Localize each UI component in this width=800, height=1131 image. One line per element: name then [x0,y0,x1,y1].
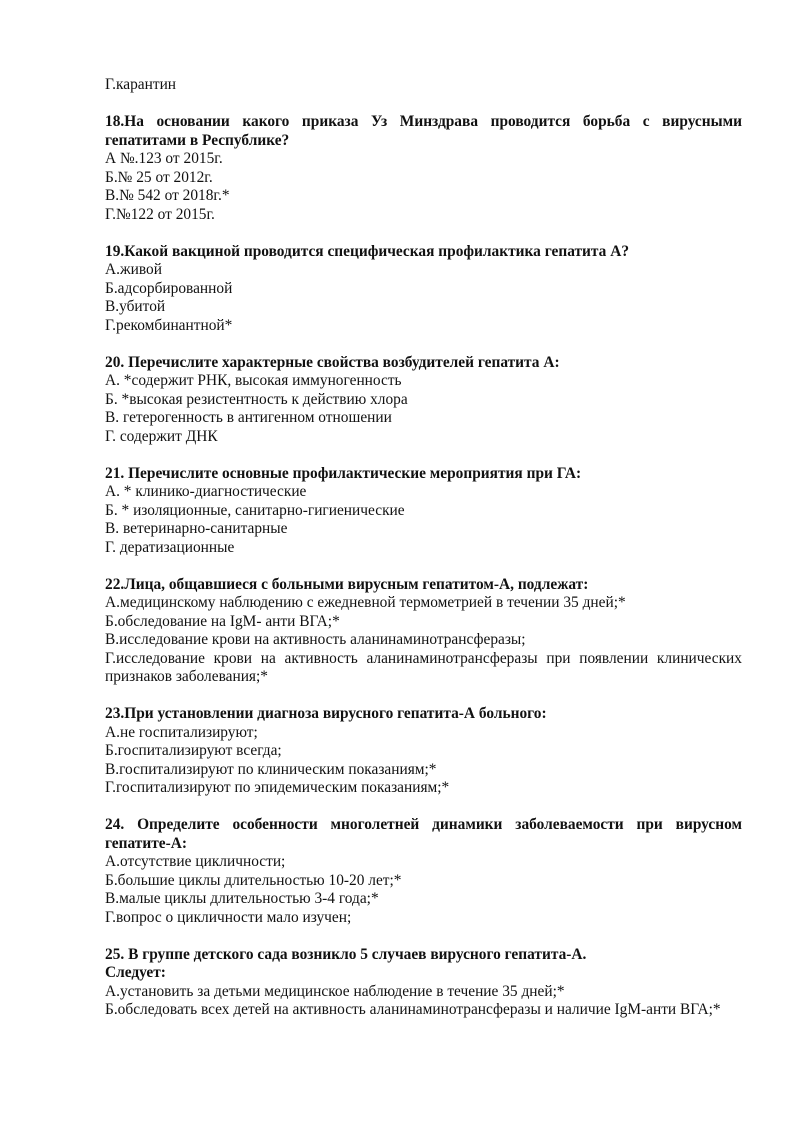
question-24 [105,816,742,927]
answer-option: Б.большие циклы длительностью 10-20 лет;* [105,871,402,889]
answer-option: Г.госпитализируют по эпидемическим показаниям;* [105,779,450,796]
answer-line: Г.карантин [105,76,177,93]
answer-option: В.госпитализируют по клиническим показаниям;* [105,760,437,778]
question-22 [105,576,742,687]
question-title: 24. Определите особенности многолетней динамики заболеваемости при вирусном гепатите-А: [105,816,742,852]
answer-option: В. гетерогенность в антигенном отношении [105,409,392,426]
answer-option: В.малые циклы длительностью 3-4 года;* [105,890,379,907]
answer-option: Г.вопрос о цикличности мало изучен; [105,908,352,926]
answer-option: А. * клинико-диагностические [105,483,307,500]
answer-option: В.№ 542 от 2018г.* [105,187,230,204]
answer-option: Б.№ 25 от 2012г. [105,168,213,186]
question-18 [105,113,742,224]
answer-option: А.не госпитализируют; [105,723,258,741]
answer-option: А.установить за детьми медицинское наблюдение в течение 35 дней;* [105,982,565,1000]
answer-option: Б. *высокая резистентность к действию хлора [105,390,408,408]
answer-option: А.отсутствие цикличности; [105,853,286,870]
question-subtitle: Следует: [105,964,166,981]
answer-option: В.исследование крови на активность аланинаминотрансферазы; [105,631,526,648]
answer-option: Б. * изоляционные, санитарно-гигиенические [105,501,405,519]
question-19 [105,243,742,336]
answer-option: Г.исследование крови на активность аланинаминотрансферазы при появлении клинических признаков заболевания;* [105,649,742,685]
answer-option: Г.№122 от 2015г. [105,205,215,223]
answer-option: В.убитой [105,298,166,315]
question-title: 25. В группе детского сада возникло 5 случаев вирусного гепатита-А. [105,945,587,963]
answer-option: Б.адсорбированной [105,279,233,297]
question-21 [105,465,742,558]
answer-option: Г.рекомбинантной* [105,316,233,334]
question-title: 19.Какой вакциной проводится специфическая профилактика гепатита А? [105,242,630,260]
answer-option: В. ветеринарно-санитарные [105,520,288,537]
question-23 [105,705,742,798]
question-25 [105,946,742,1020]
answer-option: Г. содержит ДНК [105,427,218,445]
answer-option: Г. дератизационные [105,538,235,556]
answer-option: Б.обследование на IgM- анти ВГА;* [105,612,340,630]
question-20 [105,354,742,447]
question-title: 18.На основании какого приказа Уз Минздрава проводится борьба с вирусными гепатитами в Республике? [105,113,742,149]
answer-option: Б.госпитализируют всегда; [105,742,282,759]
answer-option: Б.обследовать всех детей на активность аланинаминотрансферазы и наличие IgM-анти ВГА;* [105,1001,721,1018]
question-title: 20. Перечислите характерные свойства возбудителей гепатита А: [105,353,560,371]
question-title: 21. Перечислите основные профилактические мероприятия при ГА: [105,464,582,482]
question-title: 23.При установлении диагноза вирусного гепатита-А больного: [105,705,547,722]
question-title: 22.Лица, общавшиеся с больными вирусным гепатитом-А, подлежат: [105,575,589,593]
answer-option: А.живой [105,261,162,278]
answer-option: А №.123 от 2015г. [105,150,223,167]
answer-option: А.медицинскому наблюдению с ежедневной термометрией в течении 35 дней;* [105,594,626,611]
answer-option: А. *содержит РНК, высокая иммуногенность [105,372,402,389]
